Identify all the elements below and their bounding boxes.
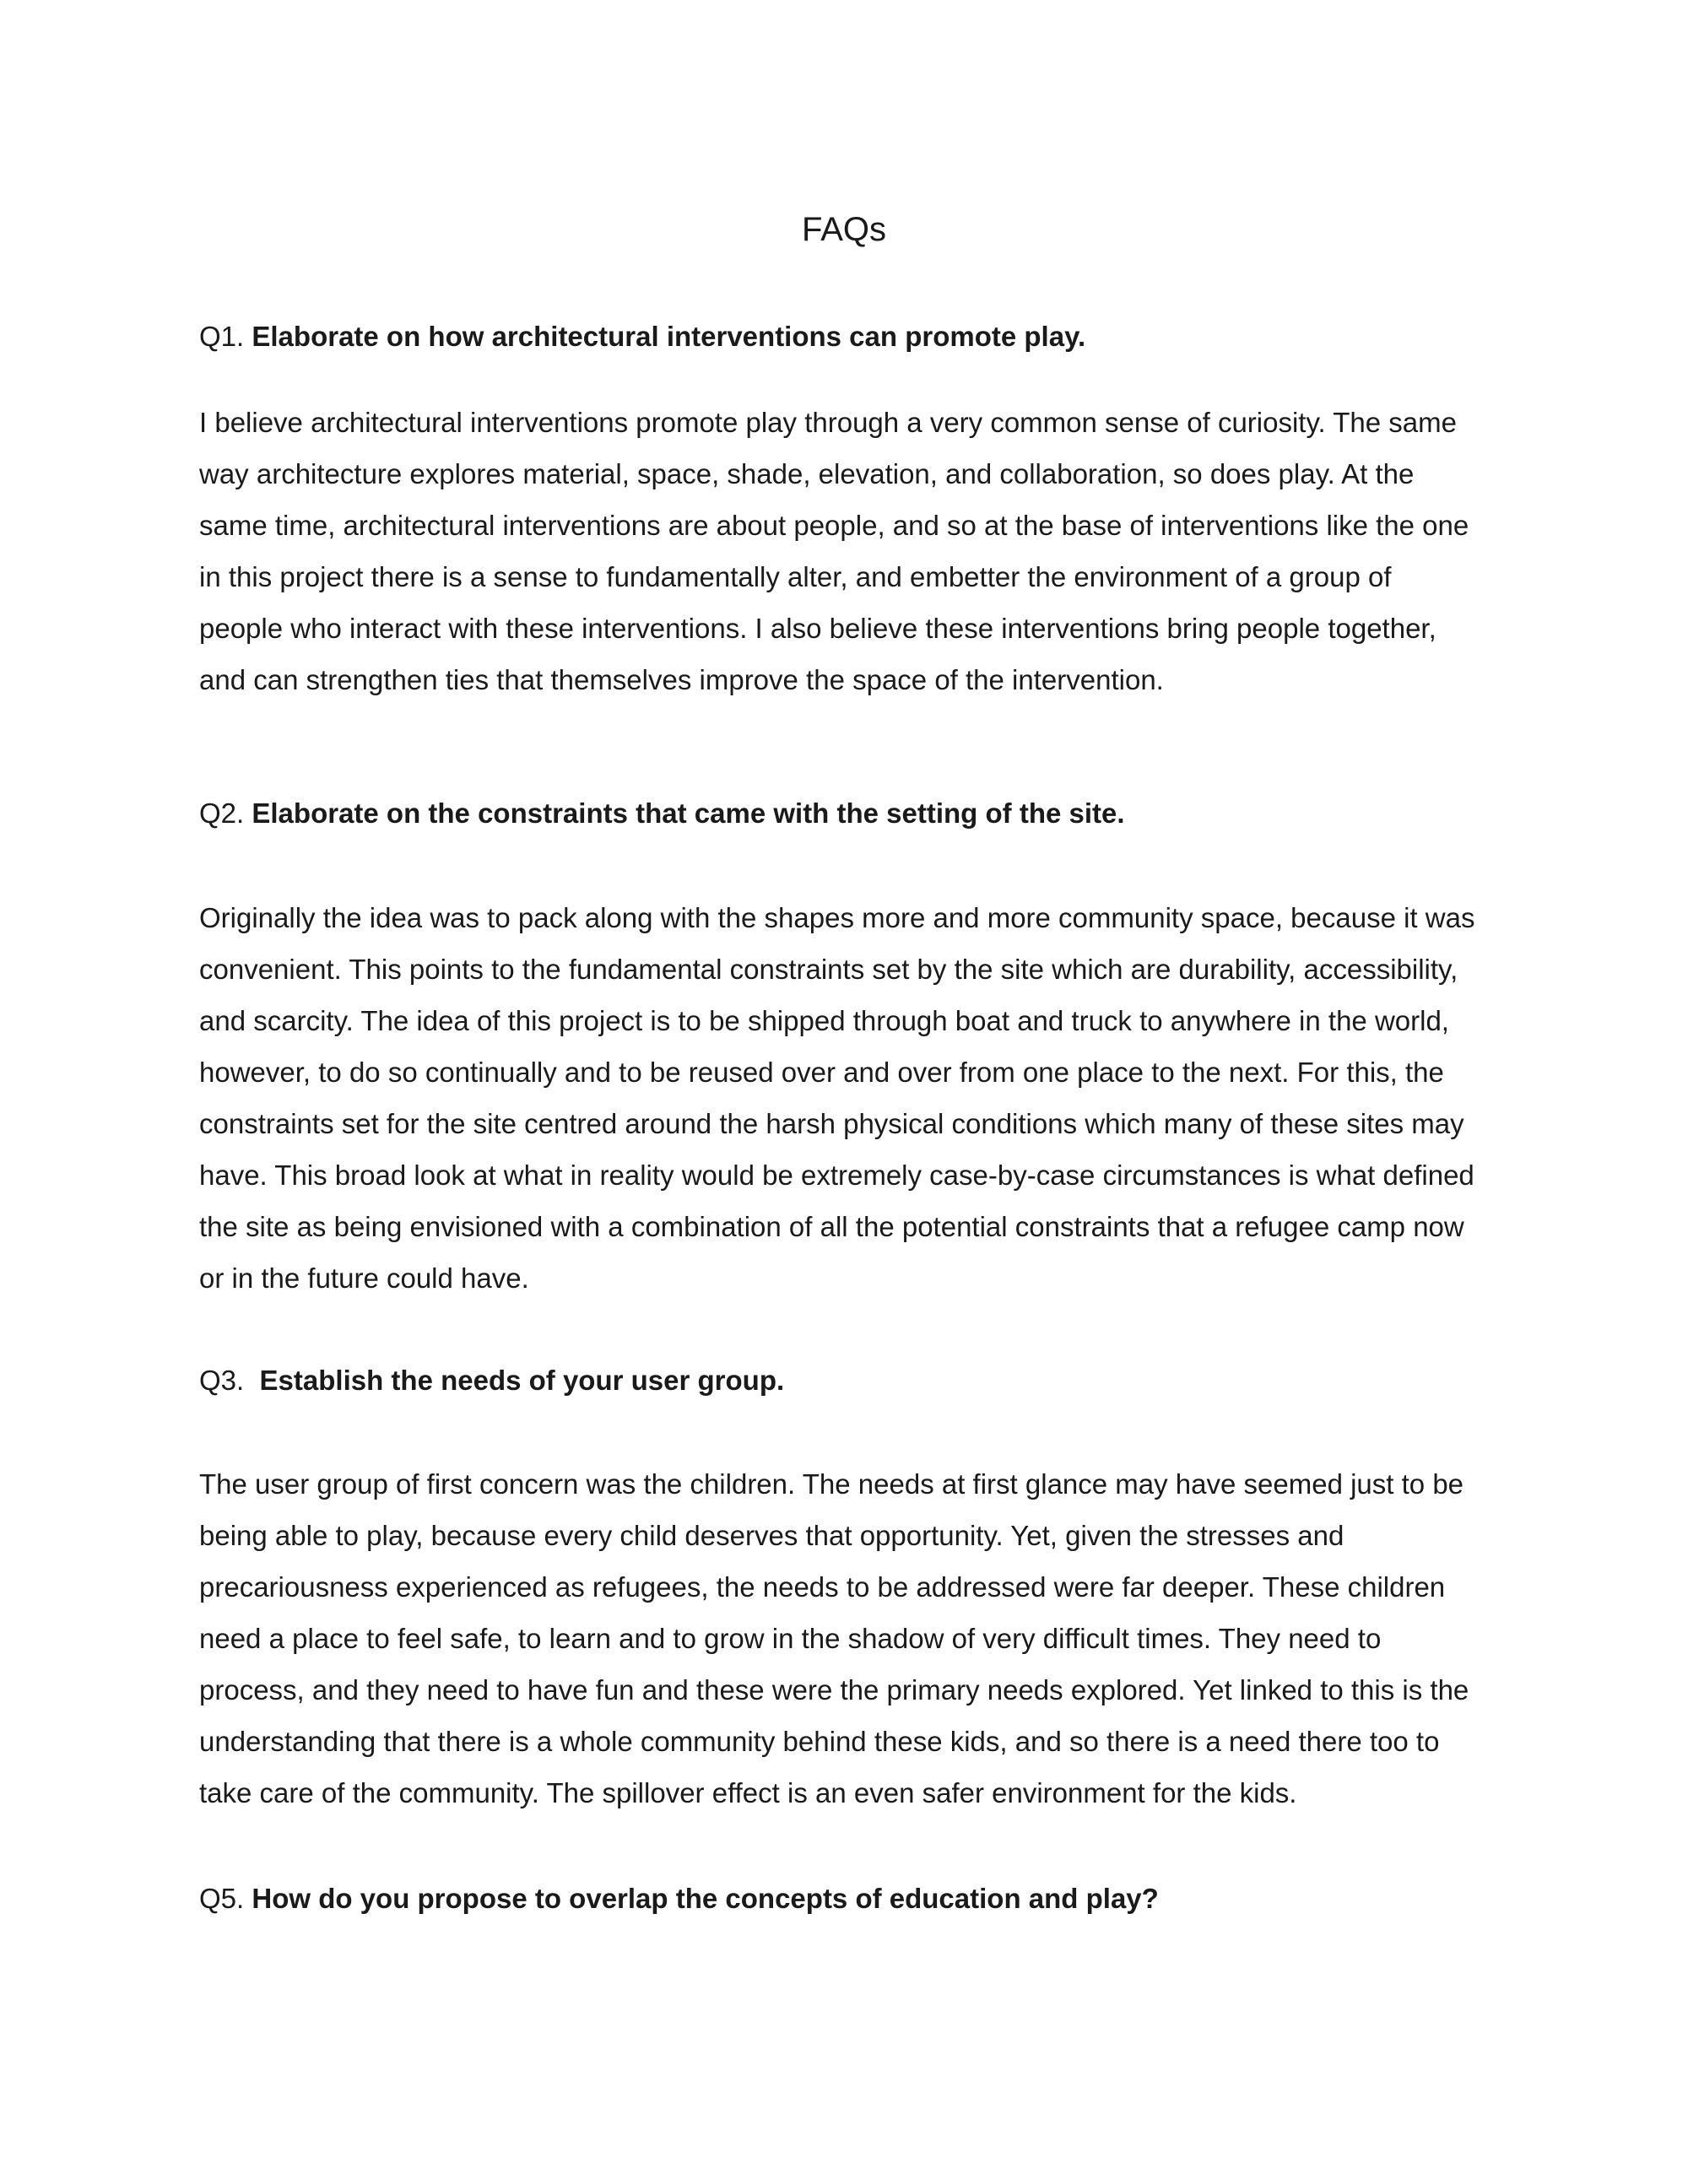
- answer-line: precariousness experienced as refugees, the needs to be addressed were far deeper. These children: [199, 1571, 1446, 1603]
- answer-line: process, and they need to have fun and these were the primary needs explored. Yet linked to this is the: [199, 1674, 1469, 1706]
- answer-line: however, to do so continually and to be reused over and over from one place to the next. For this, the: [199, 1057, 1444, 1088]
- question-text: Elaborate on the constraints that came with the setting of the site.: [252, 797, 1125, 829]
- answer-line: way architecture explores material, space, shade, elevation, and collaboration, so does play. At the: [199, 458, 1415, 489]
- answer-line: The user group of first concern was the children. The needs at first glance may have seemed just to be: [199, 1468, 1464, 1500]
- question-text: Establish the needs of your user group.: [259, 1365, 785, 1396]
- page-title: FAQs: [801, 211, 887, 248]
- answer-line: constraints set for the site centred around the harsh physical conditions which many of these sites may: [199, 1108, 1464, 1139]
- answer-line: same time, architectural interventions are about people, and so at the base of interventions like the one: [199, 510, 1469, 541]
- answer-line: in this project there is a sense to fundamentally alter, and embetter the environment of a group of: [199, 561, 1392, 592]
- faq-question-3: [199, 1360, 1516, 1401]
- faq-answer-3: [199, 1458, 1516, 1819]
- question-number: Q3.: [199, 1365, 245, 1396]
- answer-line: take care of the community. The spillover effect is an even safer environment for the kids.: [199, 1777, 1297, 1808]
- question-number: Q2.: [199, 797, 245, 829]
- answer-line: being able to play, because every child deserves that opportunity. Yet, given the stresses and: [199, 1520, 1344, 1551]
- answer-line: I believe architectural interventions promote play through a very common sense of curiosity. The same: [199, 407, 1457, 438]
- question-number: Q1.: [199, 321, 245, 352]
- answer-line: Originally the idea was to pack along with the shapes more and more community space, because it was: [199, 902, 1475, 933]
- answer-line: or in the future could have.: [199, 1262, 529, 1294]
- answer-line: understanding that there is a whole community behind these kids, and so there is a need there too to: [199, 1726, 1440, 1757]
- answer-line: people who interact with these interventions. I also believe these interventions bring people together,: [199, 613, 1436, 644]
- answer-line: and scarcity. The idea of this project is to be shipped through boat and truck to anywhere in the world,: [199, 1005, 1449, 1036]
- answer-line: have. This broad look at what in reality would be extremely case-by-case circumstances is what defined: [199, 1160, 1474, 1191]
- faq-answer-2: [199, 892, 1516, 1304]
- answer-line: convenient. This points to the fundamental constraints set by the site which are durability, accessibility,: [199, 954, 1458, 985]
- faq-answer-1: [199, 397, 1516, 705]
- question-text: How do you propose to overlap the concepts of education and play?: [252, 1883, 1159, 1914]
- question-number: Q5.: [199, 1883, 245, 1914]
- faq-question-5: [199, 1879, 1516, 1919]
- answer-line: need a place to feel safe, to learn and to grow in the shadow of very difficult times. They need to: [199, 1623, 1382, 1654]
- question-text: Elaborate on how architectural interventions can promote play.: [252, 321, 1086, 352]
- answer-line: the site as being envisioned with a combination of all the potential constraints that a refugee camp now: [199, 1211, 1464, 1242]
- faq-question-2: [199, 793, 1516, 834]
- answer-line: and can strengthen ties that themselves improve the space of the intervention.: [199, 664, 1164, 695]
- faq-question-1: [199, 316, 1516, 357]
